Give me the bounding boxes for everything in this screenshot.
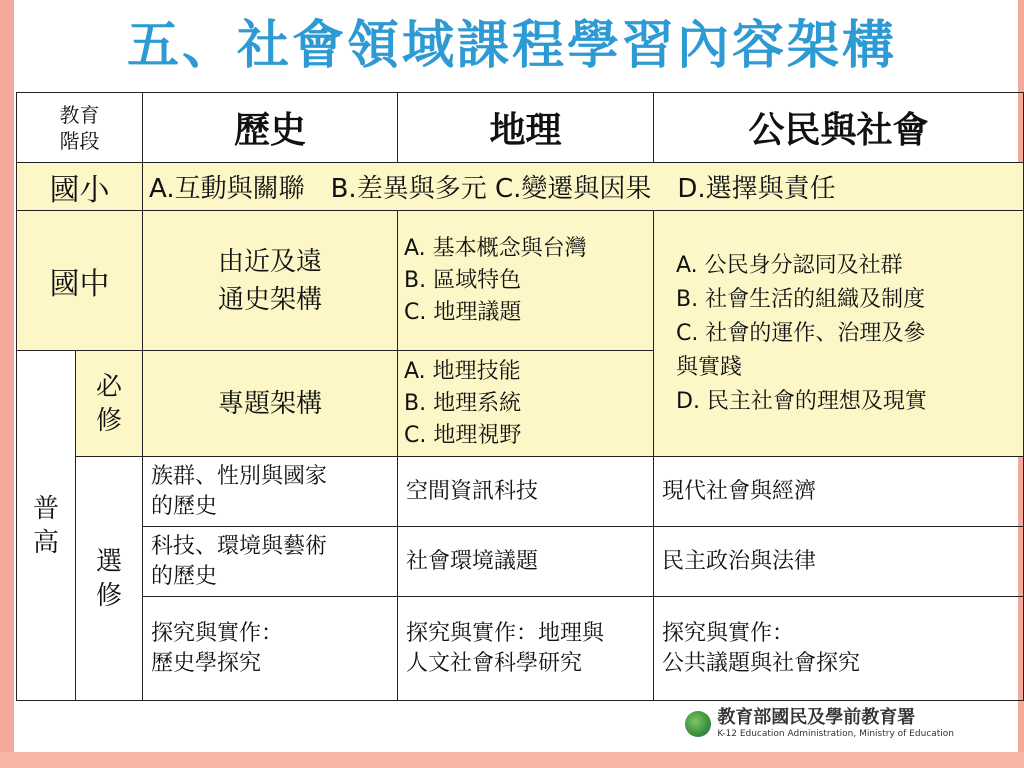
elective-history-line1: 族群、性別與國家 bbox=[151, 463, 328, 489]
elective-row bbox=[17, 597, 1024, 701]
elective-geography: 空間資訊科技 bbox=[398, 457, 654, 527]
elective-geo-line1: 探究與實作：地理與 bbox=[406, 620, 605, 646]
civics-item: D. 民主社會的理想及現實 bbox=[676, 388, 927, 414]
junior-history bbox=[143, 211, 398, 351]
civics-item: B. 社會生活的組織及制度 bbox=[676, 286, 926, 312]
slide-title: 五、社會領域課程學習內容架構 bbox=[126, 16, 897, 76]
left-decor-stripe bbox=[0, 0, 14, 768]
elective-civics: 現代社會與經濟 bbox=[654, 457, 1024, 527]
elective-civics bbox=[654, 597, 1024, 701]
header-civics: 公民與社會 bbox=[654, 93, 1024, 163]
junior-label: 國中 bbox=[17, 211, 143, 351]
elective-history-line1: 探究與實作： bbox=[151, 620, 284, 646]
header-stage-line1: 教育 bbox=[59, 102, 100, 127]
elective-history bbox=[143, 597, 398, 701]
junior-geo-item: C. 地理議題 bbox=[404, 299, 522, 325]
required-label-line1: 必 bbox=[95, 371, 122, 402]
elective-label-line2: 修 bbox=[95, 580, 122, 611]
bottom-decor-stripe bbox=[0, 752, 1024, 768]
elementary-label: 國小 bbox=[17, 163, 143, 211]
ministry-logo-icon bbox=[685, 711, 711, 737]
elective-history-line2: 的歷史 bbox=[151, 493, 218, 519]
elective-history-line2: 歷史學探究 bbox=[151, 650, 262, 676]
elective-row bbox=[17, 527, 1024, 597]
elective-geo-line2: 人文社會科學研究 bbox=[406, 650, 583, 676]
civics-item: A. 公民身分認同及社群 bbox=[676, 252, 903, 278]
elementary-row bbox=[17, 163, 1024, 211]
required-label-line2: 修 bbox=[95, 405, 122, 436]
elective-geography bbox=[398, 597, 654, 701]
civics-item: C. 社會的運作、治理及參 bbox=[676, 320, 926, 346]
junior-history-line2: 通史架構 bbox=[217, 284, 322, 315]
elective-history bbox=[143, 527, 398, 597]
elective-label bbox=[76, 457, 143, 701]
senior-label bbox=[17, 351, 76, 701]
junior-history-line1: 由近及遠 bbox=[217, 246, 322, 277]
elective-civics-line2: 公共議題與社會探究 bbox=[662, 650, 861, 676]
required-label bbox=[76, 351, 143, 457]
header-row bbox=[17, 93, 1024, 163]
civics-item: 與實踐 bbox=[676, 354, 743, 380]
footer-org-name: 教育部國民及學前教育署 bbox=[717, 707, 916, 728]
elective-history bbox=[143, 457, 398, 527]
civics-shared bbox=[654, 211, 1024, 457]
header-stage bbox=[17, 93, 143, 163]
required-geography bbox=[398, 351, 654, 457]
curriculum-table bbox=[16, 92, 1024, 701]
senior-label-line2: 高 bbox=[32, 527, 59, 558]
elective-civics-line1: 探究與實作： bbox=[662, 620, 795, 646]
required-geo-item: A. 地理技能 bbox=[404, 358, 521, 384]
required-geo-item: C. 地理視野 bbox=[404, 422, 522, 448]
elementary-content: A.互動與關聯 B.差異與多元 C.變遷與因果 D.選擇與責任 bbox=[143, 163, 1024, 211]
elective-row bbox=[17, 457, 1024, 527]
elective-history-line1: 科技、環境與藝術 bbox=[151, 533, 328, 559]
junior-geo-item: B. 區域特色 bbox=[404, 267, 522, 293]
senior-label-line1: 普 bbox=[32, 493, 59, 524]
footer-logo-block bbox=[685, 708, 954, 740]
junior-geography bbox=[398, 211, 654, 351]
footer-org-english: K-12 Education Administration, Ministry of Education bbox=[717, 729, 954, 739]
required-geo-item: B. 地理系統 bbox=[404, 390, 522, 416]
required-history: 專題架構 bbox=[143, 351, 398, 457]
elective-history-line2: 的歷史 bbox=[151, 563, 218, 589]
elective-label-line1: 選 bbox=[95, 546, 122, 577]
header-history: 歷史 bbox=[143, 93, 398, 163]
header-stage-line2: 階段 bbox=[59, 128, 100, 153]
header-geography: 地理 bbox=[398, 93, 654, 163]
elective-geography: 社會環境議題 bbox=[398, 527, 654, 597]
junior-row bbox=[17, 211, 1024, 351]
elective-civics: 民主政治與法律 bbox=[654, 527, 1024, 597]
junior-geo-item: A. 基本概念與台灣 bbox=[404, 235, 587, 261]
